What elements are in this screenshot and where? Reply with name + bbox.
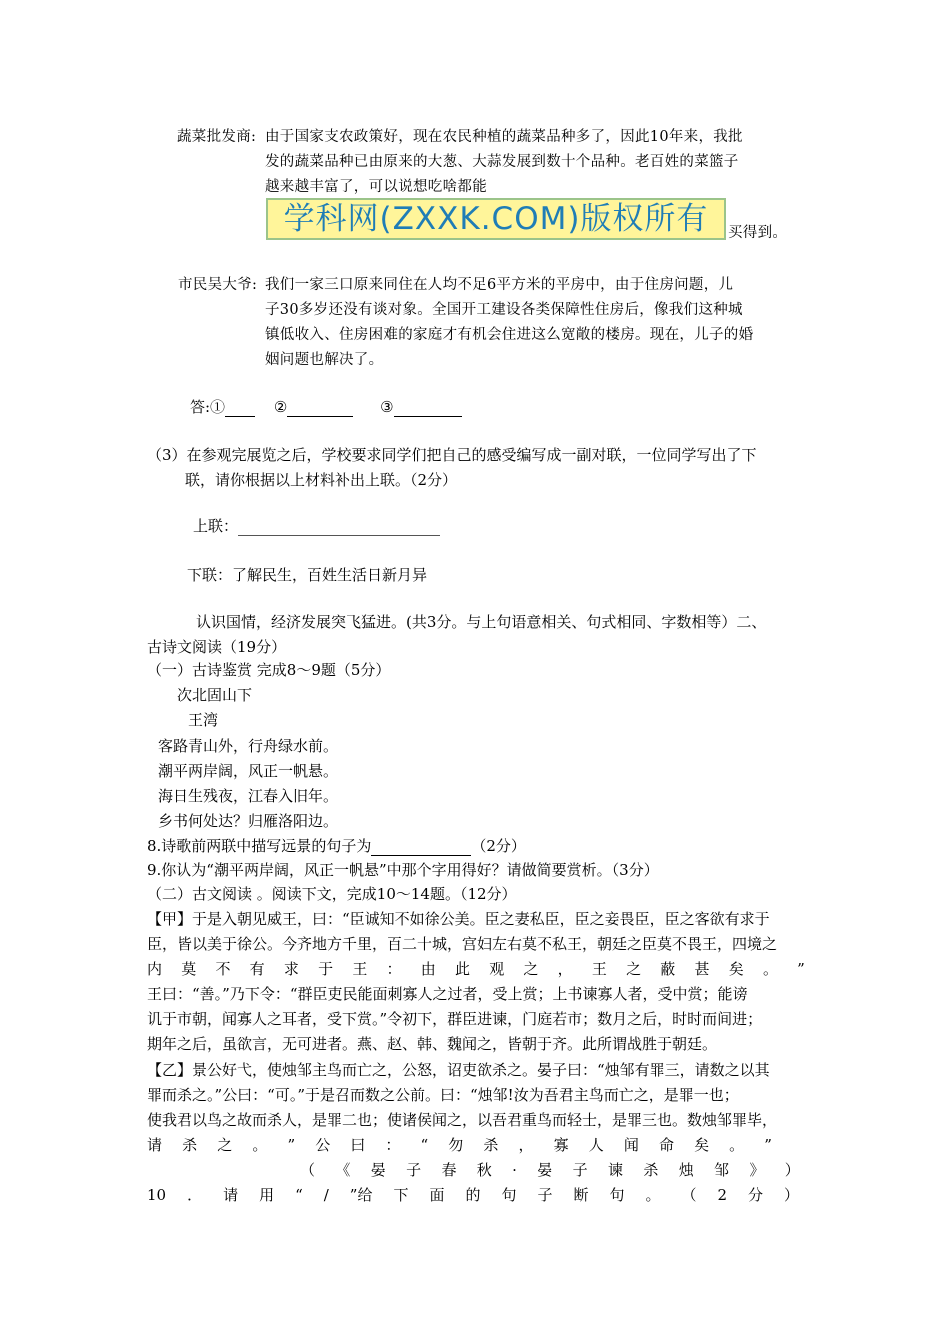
answer-prefix: 答:① [190, 398, 226, 416]
q8-blank[interactable] [371, 839, 471, 856]
jia-char: ” [797, 960, 805, 978]
yi-char: 之 [217, 1136, 233, 1154]
q8-score: （2分） [471, 837, 526, 855]
vendor-line-1: 由于国家支农政策好，现在农民种植的蔬菜品种多了，因此10年来，我批 [265, 129, 743, 145]
yi-char: “ [420, 1136, 429, 1154]
citizen-line-1: 我们一家三口原来同住在人均不足6平方米的平房中，由于住房问题，儿 [265, 277, 734, 293]
yi-line-3: 使我君以鸟之故而杀人，是罪二也；使诸侯闻之，以吾君重鸟而轻士，是罪三也。数烛邹罪毕， [147, 1111, 778, 1129]
citizen-label: 市民吴大爷: [178, 277, 258, 293]
source-char: · [512, 1161, 517, 1179]
yi-char: 曰 [350, 1136, 366, 1154]
jia-char: 之 [523, 960, 539, 978]
copyright-watermark: 学科网(ZXXK.COM)版权所有 [266, 198, 726, 240]
q10-char: 句 [609, 1186, 625, 1204]
answer-blank-2[interactable] [287, 400, 353, 417]
jia-char: ： [386, 960, 402, 978]
source-char: 杀 [643, 1161, 659, 1179]
yi-char: 杀 [182, 1136, 198, 1154]
yi-char: 人 [588, 1136, 604, 1154]
yi-char: 命 [658, 1136, 674, 1154]
vendor-line-3: 越来越丰富了，可以说想吃啥都能 [265, 179, 487, 195]
source-char: 晏 [370, 1161, 386, 1179]
poem-verse-3: 海日生残夜，江春入旧年。 [158, 787, 339, 805]
q10-char: “ [295, 1186, 303, 1204]
source-char: 》 [749, 1161, 765, 1179]
yi-char: 。 [252, 1136, 268, 1154]
q10-char: 请 [223, 1186, 239, 1204]
q3-line-2: 联，请你根据以上材料补出上联。（2分） [185, 471, 458, 489]
source-char: 春 [441, 1161, 457, 1179]
jia-char: 观 [489, 960, 505, 978]
q10-char: ”给 [349, 1186, 373, 1204]
q10-char: 断 [573, 1186, 589, 1204]
yi-char: ” [764, 1136, 772, 1154]
yi-char: 勿 [448, 1136, 464, 1154]
answer-marker-2: ② [273, 398, 288, 416]
jia-spread-line [147, 959, 805, 979]
source-char: 子 [406, 1161, 422, 1179]
vendor-tail: 买得到。 [728, 225, 788, 241]
q8-text: 8.诗歌前两联中描写远景的句子为 [147, 837, 372, 855]
yi-char: 寡 [553, 1136, 569, 1154]
jia-line-3: 王曰：“善。”乃下令：“群臣吏民能面刺寡人之过者，受上赏；上书谏寡人者，受中赏；能谤 [147, 985, 748, 1003]
poem-title: 次北固山下 [177, 686, 253, 704]
answer-note-line-2: 古诗文阅读（19分） [147, 638, 287, 656]
yi-char: ， [518, 1136, 534, 1154]
yi-char: 请 [147, 1136, 163, 1154]
q10-char: 2 [717, 1186, 727, 1204]
yi-line-1: 【乙】景公好弋，使烛邹主鸟而亡之，公怒，诏吏欲杀之。晏子曰：“烛邹有罪三，请数之以其 [147, 1061, 770, 1079]
q10-char: 分 [747, 1186, 763, 1204]
answer-blank-3[interactable] [394, 400, 462, 417]
q10-char: ） [783, 1186, 799, 1204]
jia-char: 内 [147, 960, 163, 978]
jia-char: 王 [352, 960, 368, 978]
yi-char: 杀 [483, 1136, 499, 1154]
source-char: ） [784, 1161, 800, 1179]
lower-couplet: 下联：了解民生，百姓生活日新月异 [187, 566, 428, 584]
source-citation [300, 1160, 800, 1180]
q10-char: 。 [645, 1186, 661, 1204]
source-char: 《 [335, 1161, 351, 1179]
q10-char: 的 [465, 1186, 481, 1204]
jia-char: 之 [626, 960, 642, 978]
jia-line-5: 期年之后，虽欲言，无可进者。燕、赵、韩、魏闻之，皆朝于齐。此所谓战胜于朝廷。 [147, 1035, 718, 1053]
source-char: 秋 [476, 1161, 492, 1179]
citizen-line-3: 镇低收入、住房困难的家庭才有机会住进这么宽敞的楼房。现在，儿子的婚 [265, 327, 754, 343]
q10-char: 下 [393, 1186, 409, 1204]
poem-verse-1: 客路青山外，行舟绿水前。 [158, 737, 339, 755]
jia-char: 蔽 [660, 960, 676, 978]
poem-verse-4: 乡书何处达？归雁洛阳边。 [158, 812, 339, 830]
q10-char: / [323, 1186, 329, 1204]
q10-char: 用 [259, 1186, 275, 1204]
jia-char: 莫 [181, 960, 197, 978]
yi-spread-line [147, 1135, 772, 1155]
upper-couplet [193, 516, 440, 536]
vendor-line-2: 发的蔬菜品种已由原来的大葱、大蒜发展到数十个品种。老百姓的菜篮子 [265, 154, 739, 170]
yi-char: 公 [315, 1136, 331, 1154]
q10-line [147, 1185, 799, 1205]
answer-marker-3: ③ [380, 398, 394, 416]
poem-verse-2: 潮平两岸阔，风正一帆悬。 [158, 762, 339, 780]
jia-char: ， [557, 960, 573, 978]
jia-line-2: 臣，皆以美于徐公。今齐地方千里，百二十城，宫妇左右莫不私王，朝廷之臣莫不畏王，四境之 [147, 935, 778, 953]
yi-char: 。 [729, 1136, 745, 1154]
answer-blank-1[interactable] [225, 400, 255, 417]
jia-char: 此 [454, 960, 470, 978]
yi-char: 闻 [623, 1136, 639, 1154]
yi-line-2: 罪而杀之。”公曰：“可。”于是召而数之公前。曰：“烛邹!汝为吾君主鸟而亡之，是罪一也； [147, 1086, 739, 1104]
jia-char: 于 [318, 960, 334, 978]
jia-char: 矣 [728, 960, 744, 978]
q10-char: ． [187, 1186, 203, 1204]
q10-char: 10 [147, 1186, 167, 1204]
q3-line-1: （3）在参观完展览之后，学校要求同学们把自己的感受编写成一副对联，一位同学写出了下 [147, 446, 757, 464]
source-char: （ [300, 1161, 316, 1179]
upper-couplet-label: 上联： [193, 517, 239, 535]
part2-heading: （二）古文阅读 。阅读下文，完成10～14题。（12分） [147, 885, 517, 903]
source-char: 晏 [537, 1161, 553, 1179]
answer-row [190, 397, 462, 417]
jia-char: 有 [249, 960, 265, 978]
q10-char: 面 [429, 1186, 445, 1204]
source-char: 邹 [714, 1161, 730, 1179]
part1-heading: （一）古诗鉴赏 完成8～9题（5分） [147, 661, 391, 679]
q10-char: （ [681, 1186, 697, 1204]
poem-author: 王湾 [188, 711, 219, 729]
q8 [147, 836, 526, 856]
answer-note-line-1: 认识国情，经济发展突飞猛进。(共3分。与上句语意相关、句式相同、字数相等）二、 [196, 613, 767, 631]
source-char: 谏 [608, 1161, 624, 1179]
jia-char: 。 [762, 960, 778, 978]
upper-couplet-blank[interactable] [238, 519, 440, 536]
jia-char: 甚 [694, 960, 710, 978]
source-char: 子 [572, 1161, 588, 1179]
citizen-line-4: 姻问题也解决了。 [265, 352, 384, 368]
q9: 9.你认为“潮平两岸阔，风正一帆悬”中那个字用得好？请做简要赏析。（3分） [147, 861, 659, 879]
jia-char: 王 [591, 960, 607, 978]
yi-char: 矣 [694, 1136, 710, 1154]
q10-char: 子 [537, 1186, 553, 1204]
jia-char: 不 [215, 960, 231, 978]
jia-line-4: 讥于市朝，闻寡人之耳者，受下赏。”令初下，群臣进谏，门庭若市；数月之后，时时而间进； [147, 1010, 763, 1028]
jia-char: 由 [420, 960, 436, 978]
vendor-label: 蔬菜批发商: [177, 129, 257, 145]
yi-char: ： [385, 1136, 401, 1154]
jia-line-1: 【甲】于是入朝见威王，曰：“臣诚知不如徐公美。臣之妻私臣，臣之妾畏臣，臣之客欲有求于 [147, 910, 770, 928]
q10-char: 句 [501, 1186, 517, 1204]
citizen-line-2: 子30多岁还没有谈对象。全国开工建设各类保障性住房后，像我们这种城 [265, 302, 743, 318]
jia-char: 求 [283, 960, 299, 978]
yi-char: ” [287, 1136, 296, 1154]
source-char: 烛 [678, 1161, 694, 1179]
